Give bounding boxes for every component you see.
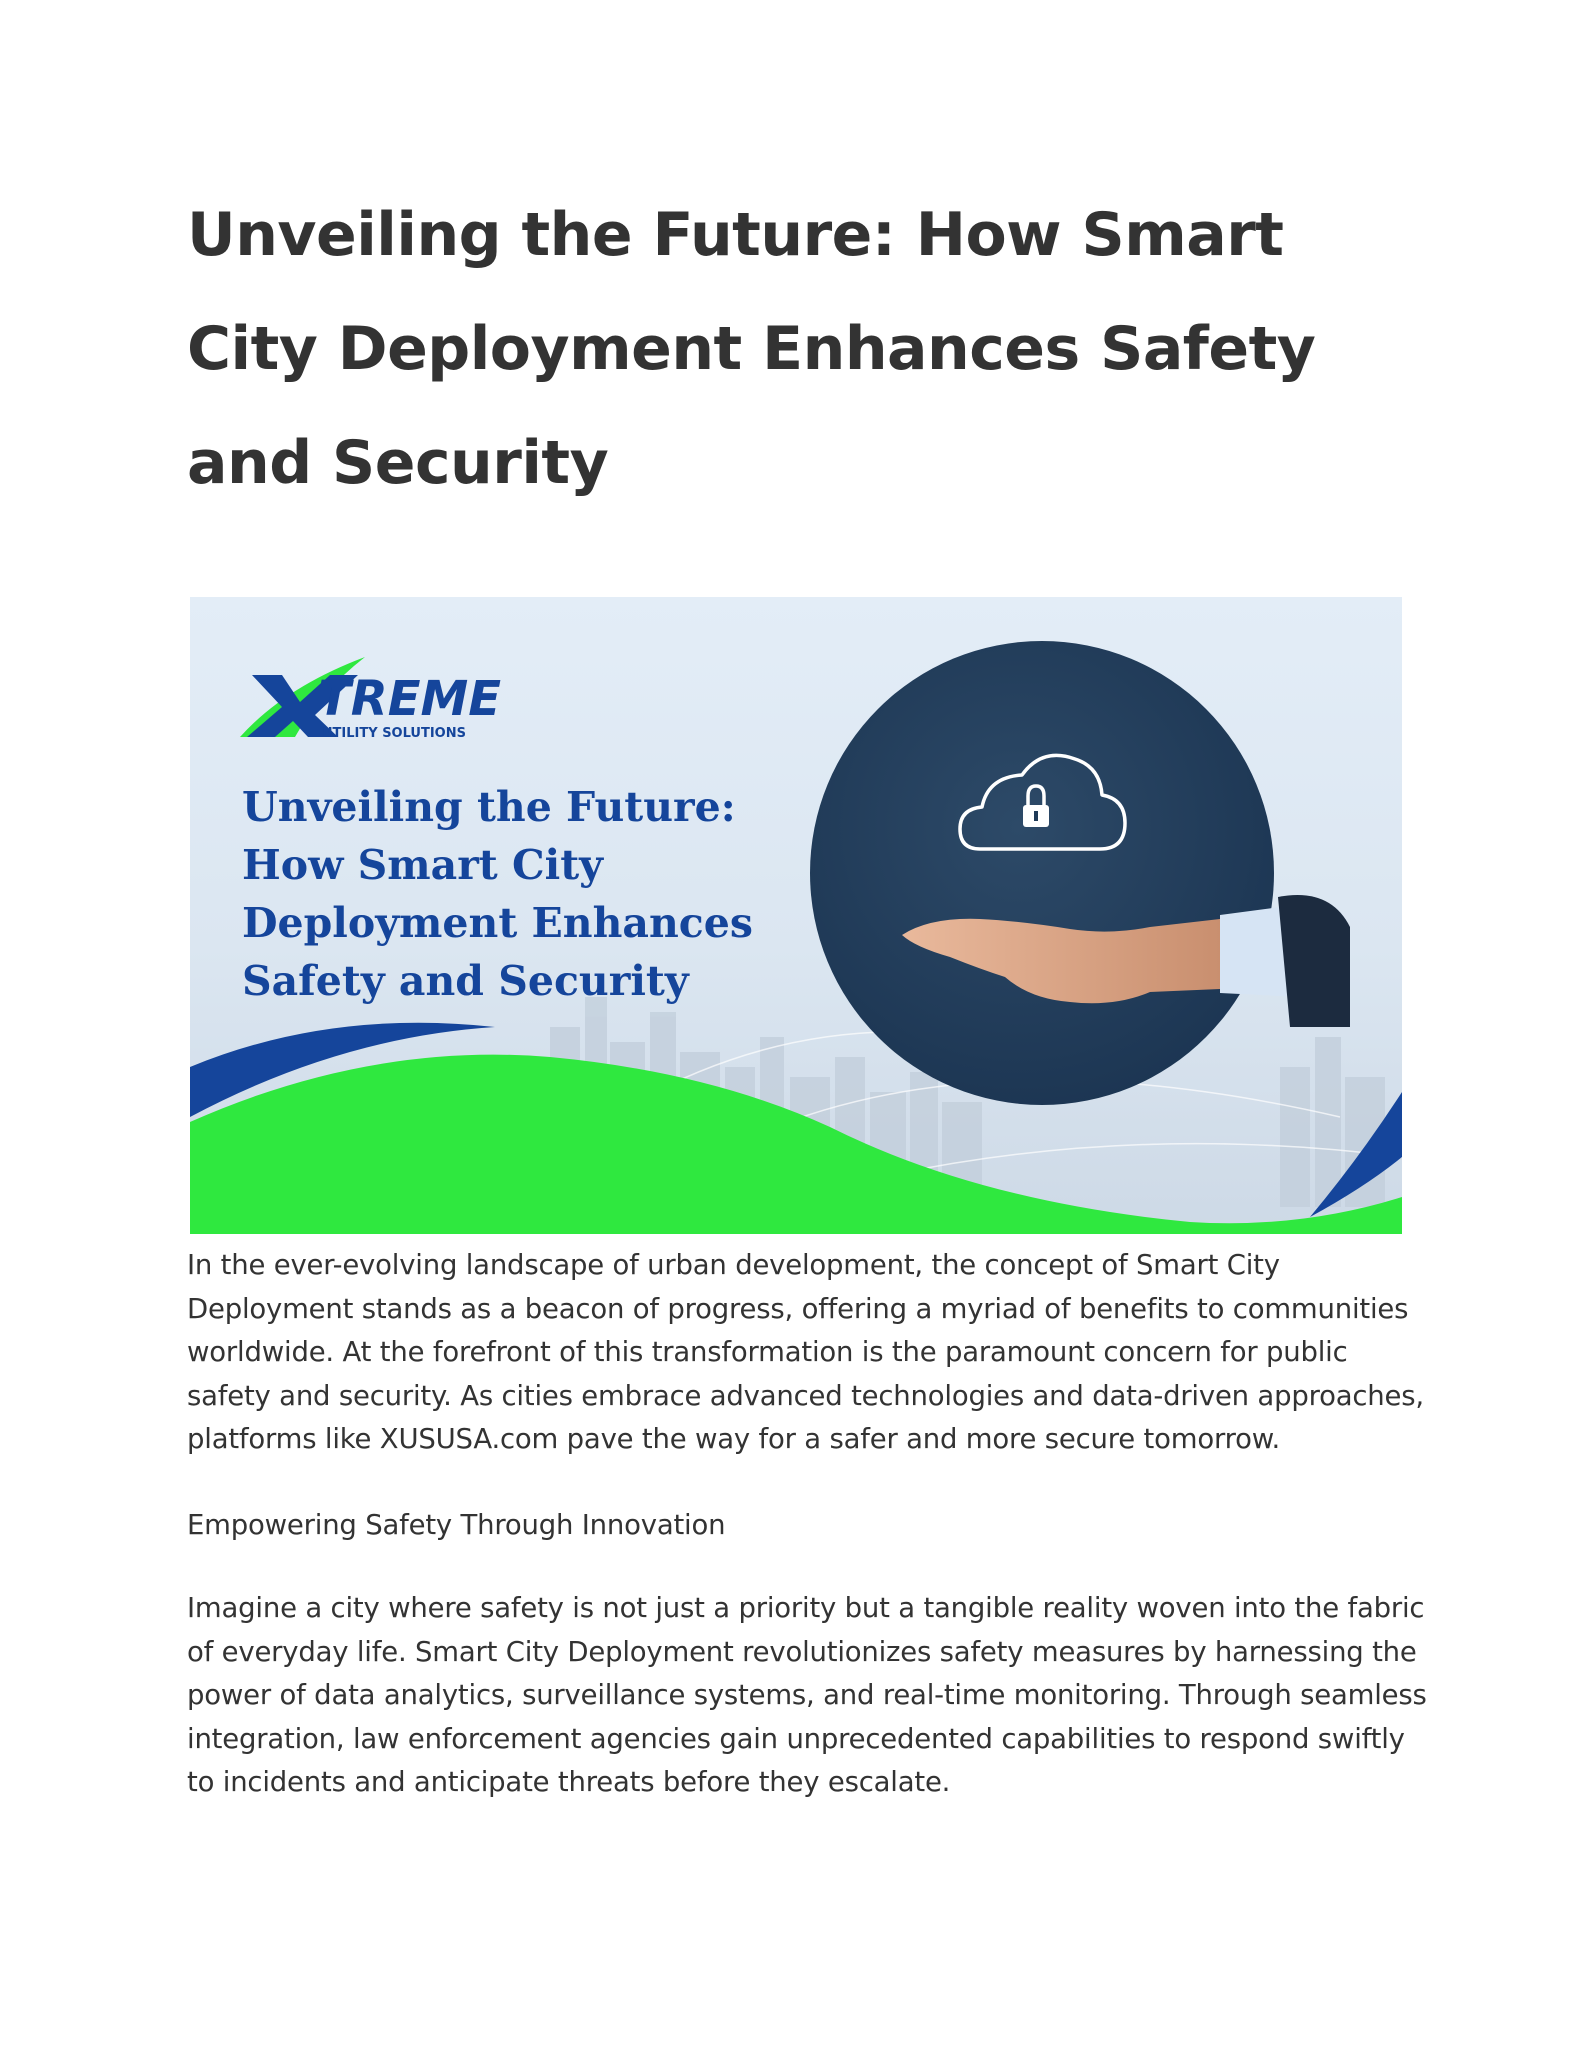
logo-wordmark: TREME bbox=[318, 671, 502, 727]
hero-banner-image bbox=[190, 597, 1402, 1234]
logo-tagline: UTILITY SOLUTIONS bbox=[322, 726, 466, 741]
banner-headline-line-4: Safety and Security bbox=[242, 957, 689, 1005]
banner-headline-line-1: Unveiling the Future: bbox=[242, 783, 736, 831]
body-paragraph: Imagine a city where safety is not just a priority but a tangible reality woven into the fabric of everyday life. Smart City Deployment revolutionizes safety measures by harnessing the power of data analytics, surveillance systems, and real-time monitoring. Through seamless integration, law enforcement agencies gain unprecedented capabilities to respond swiftly to incidents and anticipate threats before they escalate. bbox=[187, 1592, 1427, 1798]
banner-graphic bbox=[190, 597, 1402, 1234]
banner-headline-line-3: Deployment Enhances bbox=[242, 899, 753, 947]
intro-paragraph: In the ever-evolving landscape of urban development, the concept of Smart City Deployment stands as a beacon of progress, offering a myriad of benefits to communities worldwide. At the forefront of this transformation is the paramount concern for public safety and security. As cities embrace advanced technologies and data-driven approaches, platforms like XUSUSA.com pave the way for a safer and more secure tomorrow. bbox=[187, 1249, 1424, 1455]
section-subheading: Empowering Safety Through Innovation bbox=[187, 1509, 726, 1541]
page-title: Unveiling the Future: How Smart City Deployment Enhances Safety and Security bbox=[187, 200, 1316, 498]
banner-headline-line-2: How Smart City bbox=[242, 841, 603, 889]
